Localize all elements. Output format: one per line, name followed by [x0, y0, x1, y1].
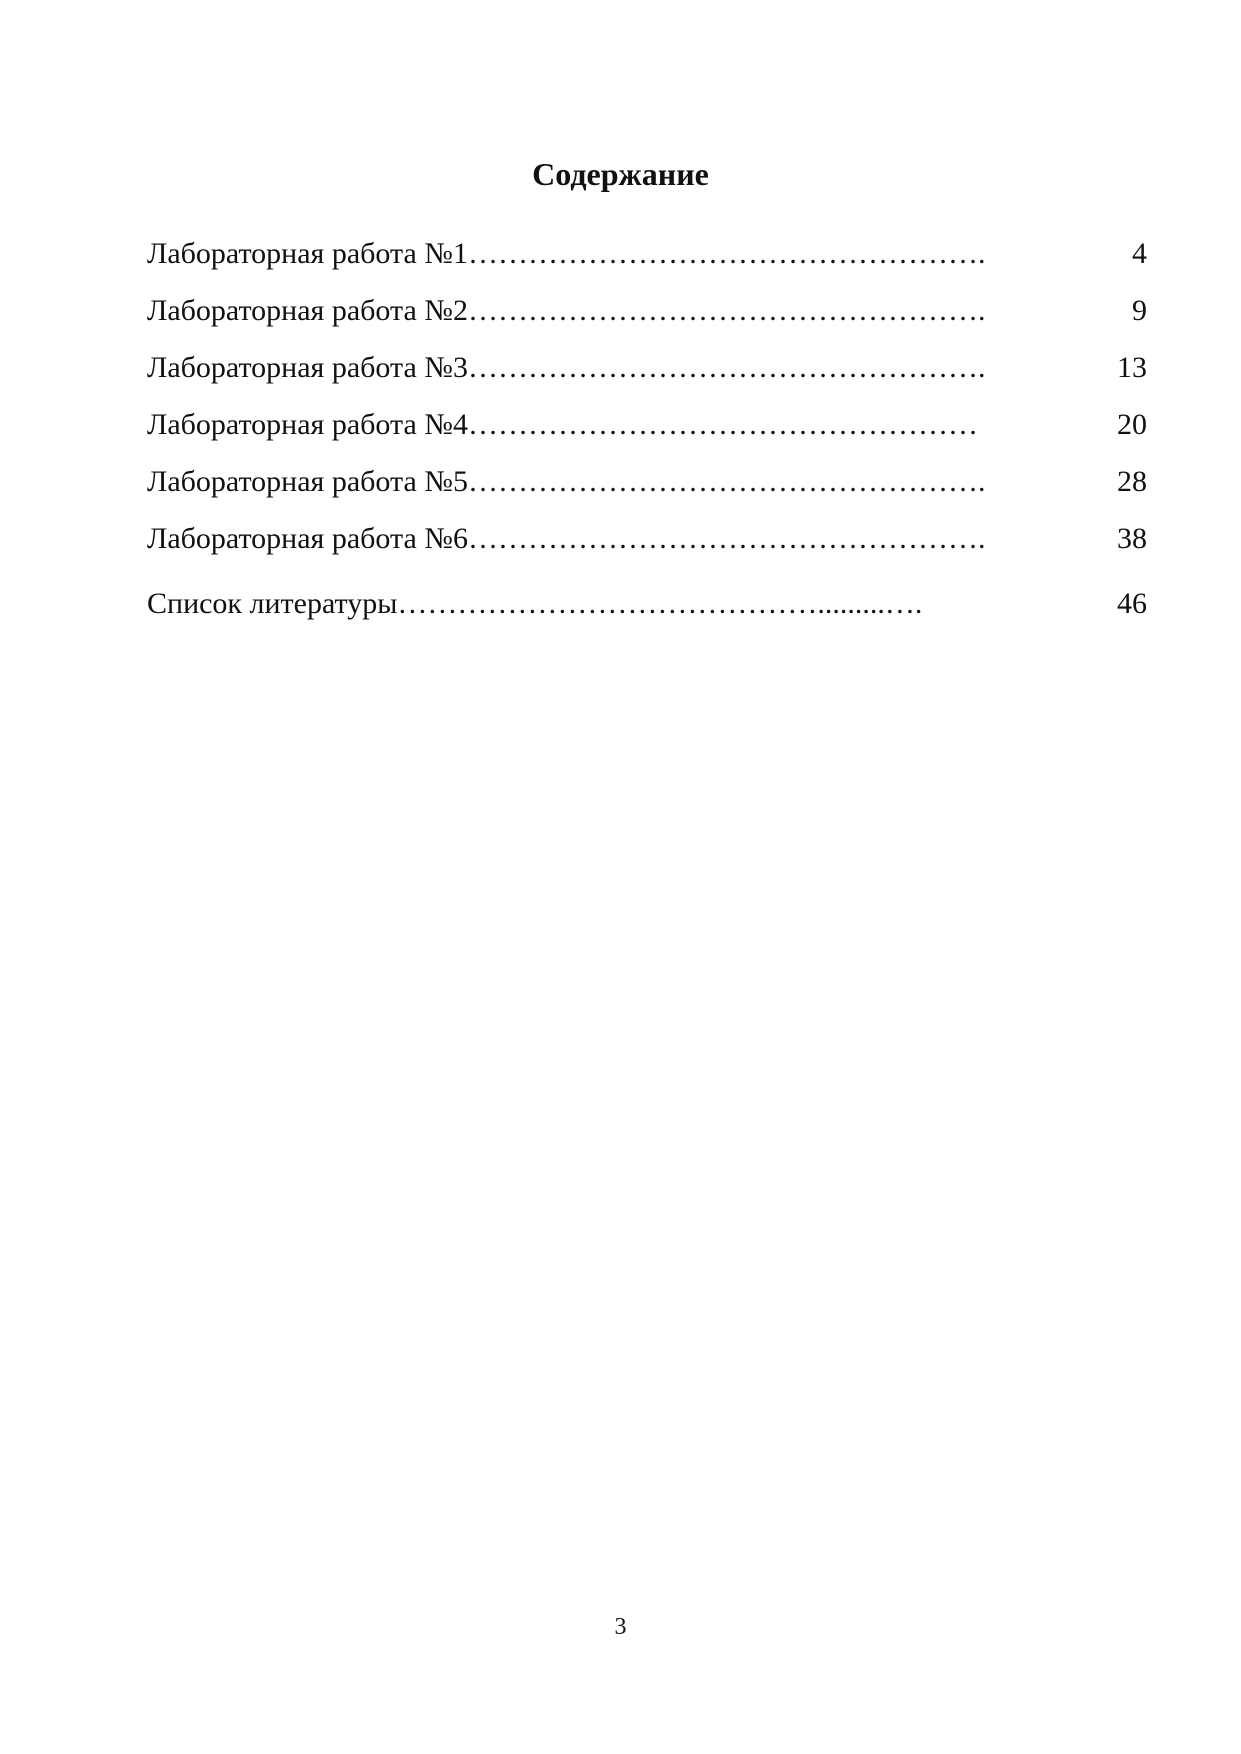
toc-entry-label: Лабораторная работа №6…………………………………………….: [147, 522, 986, 555]
toc-entry-page: 4: [1132, 237, 1147, 270]
toc-entry-label: Список литературы…………………………………….........….: [147, 587, 923, 620]
toc-entry-label: Лабораторная работа №3…………………………………………….: [147, 351, 986, 384]
toc-title: Содержание: [532, 156, 709, 192]
toc-entry-lab-3: [147, 346, 1147, 390]
toc-entry-label: Лабораторная работа №5…………………………………………….: [147, 465, 986, 498]
page-number: 3: [614, 1614, 627, 1640]
toc-entry-lab-6: [147, 517, 1147, 561]
toc-entry-label: Лабораторная работа №1…………………………………………….: [147, 237, 986, 270]
toc-entry-page: 9: [1132, 294, 1147, 327]
toc-entry-lab-4: [147, 403, 1147, 447]
toc-entry-page: 38: [1117, 522, 1147, 555]
toc-entry-references: [147, 582, 1147, 626]
toc-entry-label: Лабораторная работа №4……………………………………………: [147, 408, 978, 441]
toc-entry-page: 28: [1117, 465, 1147, 498]
toc-entry-page: 20: [1117, 408, 1147, 441]
toc-entry-page: 13: [1117, 351, 1147, 384]
toc-entry-lab-5: [147, 460, 1147, 504]
toc-entry-lab-2: [147, 289, 1147, 333]
toc-entry-lab-1: [147, 232, 1147, 276]
toc-entry-page: 46: [1117, 587, 1147, 620]
toc-entry-label: Лабораторная работа №2…………………………………………….: [147, 294, 986, 327]
